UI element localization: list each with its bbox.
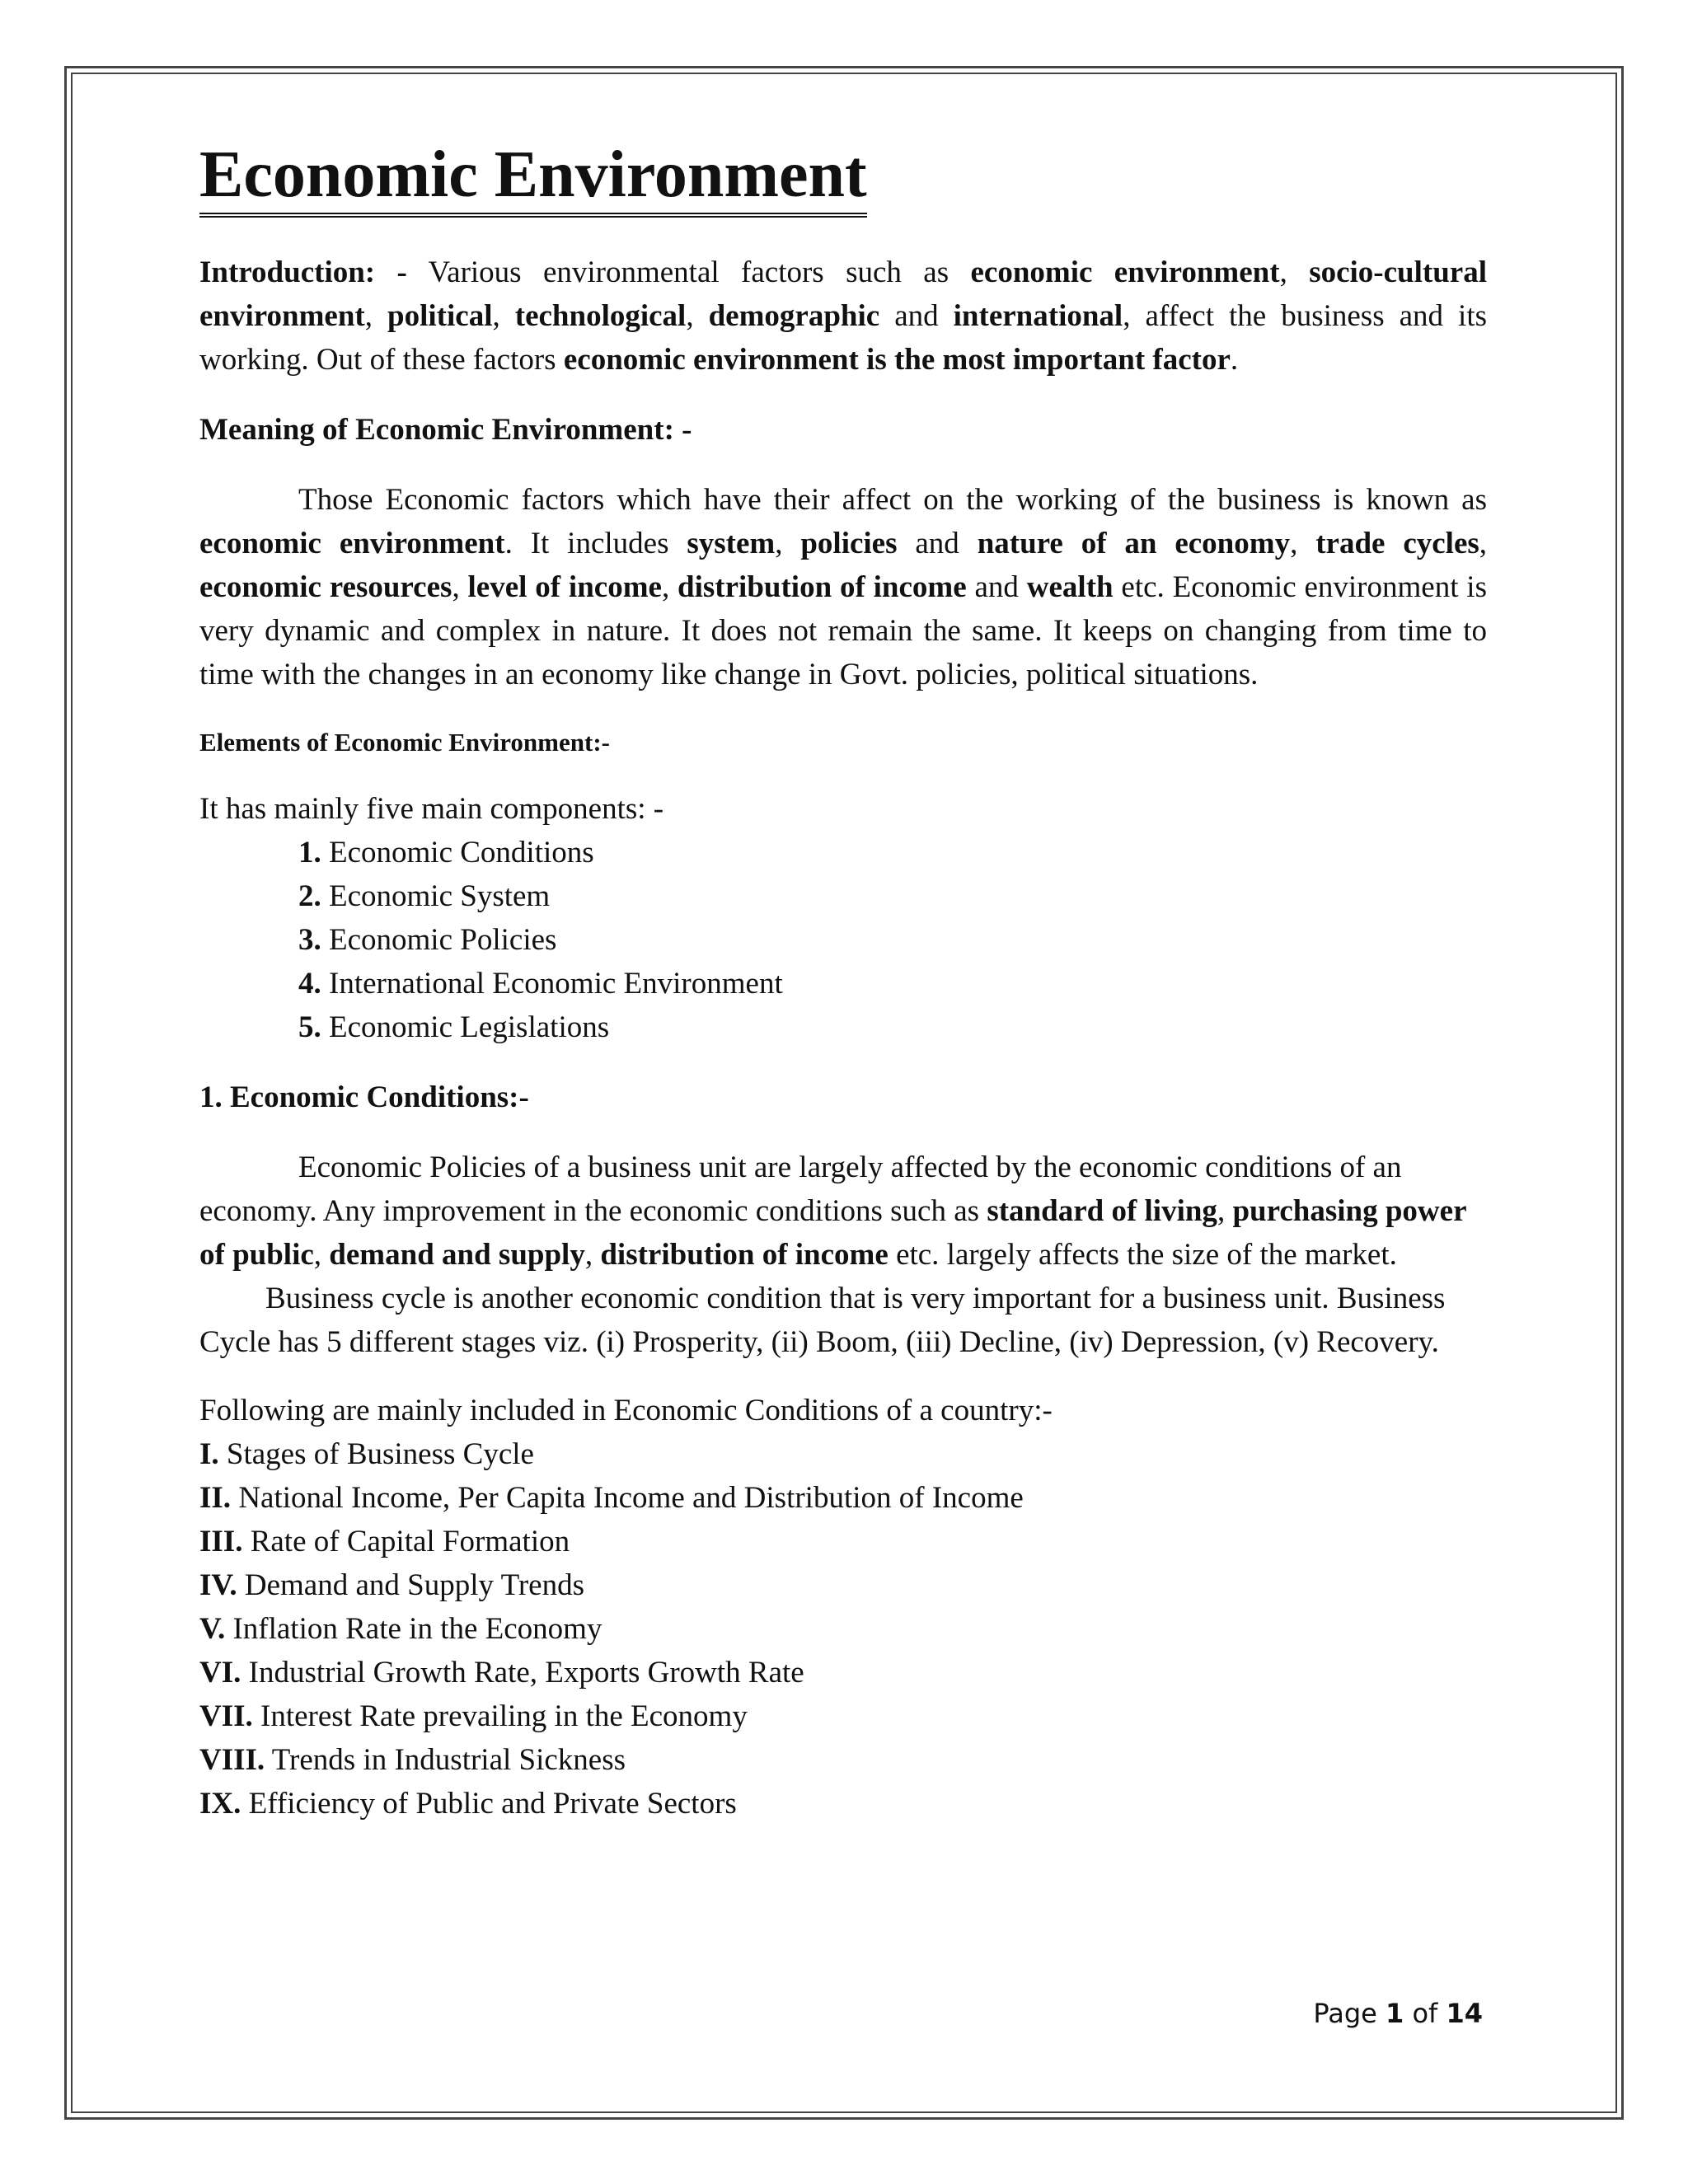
bold-text: system (687, 527, 776, 560)
elements-intro: It has mainly five main components: - (199, 792, 664, 826)
item-text: Industrial Growth Rate, Exports Growth Rate (241, 1656, 804, 1690)
total-pages: 14 (1446, 1998, 1483, 2029)
bold-text: distribution of income (600, 1238, 889, 1272)
item-text: Economic Legislations (321, 1010, 610, 1044)
list-item (199, 1432, 1487, 1476)
bold-text: economic environment (199, 527, 505, 560)
current-page: 1 (1386, 1998, 1404, 2029)
list-item (298, 962, 1487, 1005)
item-number: V. (199, 1612, 226, 1646)
bold-text: policies (800, 527, 898, 560)
item-text: Inflation Rate in the Economy (225, 1612, 603, 1646)
text: , (1217, 1194, 1233, 1228)
conditions-list (199, 1432, 1487, 1825)
list-item (199, 1694, 1487, 1738)
text: Various environmental factors such as (406, 255, 971, 289)
bold-text: demand and supply (329, 1238, 585, 1272)
item-text: Economic Conditions (321, 836, 594, 869)
page-title: Economic Environment (199, 138, 867, 218)
text: , (492, 299, 515, 333)
bold-text: nature of an economy (977, 527, 1291, 560)
text: , (364, 299, 388, 333)
list-item (199, 1563, 1487, 1607)
item-text: Economic Policies (321, 923, 557, 957)
meaning-heading: Meaning of Economic Environment: - (199, 413, 692, 447)
item-number: III. (199, 1525, 243, 1558)
item-number: 1. (298, 836, 321, 869)
item-text: Rate of Capital Formation (242, 1525, 570, 1558)
text: , (452, 570, 468, 604)
page-number (1313, 1998, 1483, 2029)
intro-label: Introduction: - (199, 255, 407, 289)
item-number: VI. (199, 1656, 241, 1690)
text: , (686, 299, 709, 333)
text: , (1279, 255, 1310, 289)
list-item (199, 1476, 1487, 1520)
list-item (199, 1607, 1487, 1651)
list-item (298, 831, 1487, 874)
text: and (879, 299, 954, 333)
bold-text: economic resources (199, 570, 452, 604)
list-item (199, 1782, 1487, 1825)
text: , (661, 570, 678, 604)
text: , (1290, 527, 1316, 560)
list-item (298, 874, 1487, 918)
bold-text: demographic (708, 299, 880, 333)
item-text: Demand and Supply Trends (237, 1568, 585, 1602)
item-text: Stages of Business Cycle (218, 1437, 534, 1471)
item-number: VIII. (199, 1743, 265, 1777)
text: etc. Economic environment is very dynamic and complex in nature. It does not remain the same. It keeps on changing from time to time with the changes in an economy like change in Govt. policies, political situations. (199, 570, 1487, 691)
item-number: IV. (199, 1568, 237, 1602)
text: . (1230, 343, 1239, 377)
components-list (199, 831, 1487, 1049)
elements-heading: Elements of Economic Environment:- (199, 728, 610, 757)
text: , (775, 527, 801, 560)
item-text: Efficiency of Public and Private Sectors (241, 1787, 737, 1821)
of-label: of (1404, 1998, 1447, 2029)
text: , (313, 1238, 330, 1272)
conditions-heading: 1. Economic Conditions:- (199, 1080, 529, 1114)
text: etc. largely affects the size of the market. (888, 1238, 1397, 1272)
item-text: Trends in Industrial Sickness (265, 1743, 626, 1777)
bold-text: economic environment is the most important factor (563, 343, 1231, 377)
bold-text: distribution of income (678, 570, 967, 604)
item-number: II. (199, 1481, 232, 1515)
item-number: 2. (298, 879, 321, 913)
bold-text: level of income (467, 570, 662, 604)
list-item (298, 918, 1487, 962)
item-number: IX. (199, 1787, 241, 1821)
bold-text: economic environment (970, 255, 1280, 289)
item-number: 3. (298, 923, 321, 957)
bold-text: standard of living (987, 1194, 1217, 1228)
text: , (1479, 527, 1488, 560)
bold-text: political (387, 299, 493, 333)
text: . It includes (504, 527, 687, 560)
item-text: International Economic Environment (321, 967, 783, 1001)
bold-text: wealth (1026, 570, 1114, 604)
text: Those Economic factors which have their affect on the working of the business is known as (298, 483, 1487, 517)
conditions-list-intro: Following are mainly included in Economic Conditions of a country:- (199, 1394, 1053, 1427)
item-text: Interest Rate prevailing in the Economy (252, 1699, 748, 1733)
bold-text: technological (514, 299, 687, 333)
bold-text: socio-cultural environment (199, 255, 1488, 333)
list-item (298, 1005, 1487, 1049)
list-item (199, 1651, 1487, 1694)
text: and (897, 527, 978, 560)
text: , (584, 1238, 601, 1272)
list-item (199, 1520, 1487, 1563)
business-cycle-paragraph: Business cycle is another economic condition that is very important for a business unit. Business Cycle has 5 different stages viz. (i) Prosperity, (ii) Boom, (iii) Decline, (iv) Depression, (v) Recovery. (199, 1282, 1446, 1359)
intro-paragraph (199, 251, 1487, 382)
text: , affect the business and its working. Out of these factors (199, 299, 1488, 377)
item-number: 4. (298, 967, 321, 1001)
text: Economic Policies of a business unit are largely affected by the economic conditions of an economy. Any improvement in the economic conditions such as (199, 1151, 1402, 1228)
meaning-paragraph (199, 478, 1487, 696)
item-text: Economic System (321, 879, 551, 913)
item-text: National Income, Per Capita Income and Distribution of Income (231, 1481, 1024, 1515)
item-number: I. (199, 1437, 219, 1471)
bold-text: international (953, 299, 1123, 333)
bold-text: trade cycles (1315, 527, 1479, 560)
item-number: 5. (298, 1010, 321, 1044)
bold-text: purchasing power of public (199, 1194, 1466, 1272)
document-body (199, 138, 1487, 1825)
item-number: VII. (199, 1699, 253, 1733)
list-item (199, 1738, 1487, 1782)
page-label: Page (1313, 1998, 1386, 2029)
text: and (966, 570, 1027, 604)
conditions-paragraph (199, 1146, 1487, 1277)
